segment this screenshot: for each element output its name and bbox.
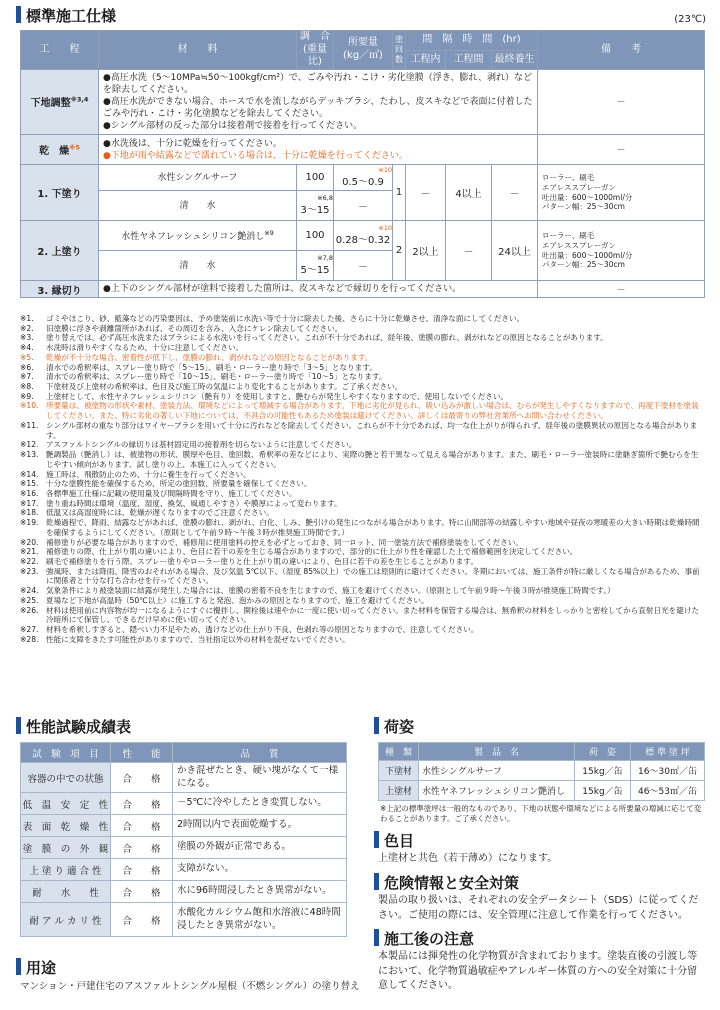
perf-item: 容器の中での状態 (21, 763, 111, 793)
perf-perf: 合 格 (111, 859, 173, 881)
pack-title: 荷姿 (374, 716, 414, 737)
footnote-item (20, 479, 704, 489)
under-material-2: 清 水 (99, 191, 297, 221)
footnote-key: ※6. (20, 362, 34, 372)
footnote-key: ※23. (20, 566, 39, 576)
perf-q: かき混ぜたとき、硬い塊がなくて一様になる。 (173, 763, 347, 793)
perf-q: 支障がない。 (173, 859, 347, 881)
footnote-text: 刷毛で補修塗りを行う際、スプレー塗りやローラー塗りと仕上がり肌の違いにより、色目に若干の差を生じることがあります。 (46, 556, 478, 566)
under-mix-2: ※6,8 3～15 (297, 191, 334, 221)
footnote-item (20, 596, 704, 606)
footnote-text: 夏場など下地が高温時（50℃以上）に施工すると発泡、泡かみの原因となりますので、施工を避けてください。 (46, 595, 429, 605)
footnote-text: アスファルトシングルの縁切りは基材固定用の接着剤を切らないように注意してください。 (46, 440, 357, 450)
head-mix: 調 合 (重量比) (297, 31, 334, 70)
footnote-item (20, 470, 704, 480)
footnote-item (20, 586, 704, 596)
perf-perf: 合 格 (111, 793, 173, 815)
footnote-item (20, 314, 704, 324)
top-material-2: 清 水 (99, 251, 297, 281)
footnote-text: 十分な塗膜性能を確保するため、所定の塗回数、所要量を確保してください。 (46, 479, 312, 489)
proc-prep: 下地調整$^{※3,4}$ (21, 69, 99, 135)
std-spec-title: 標準施工仕様 (16, 5, 116, 26)
footnote-item (20, 343, 704, 353)
footnote-text: 旧塗膜に浮きや剥離箇所があれば、その周辺を含み、入念にケレン除去してください。 (46, 323, 343, 333)
footnote-item (20, 635, 704, 645)
footnote-item (20, 538, 704, 548)
perf-perf: 合 格 (111, 763, 173, 793)
footnote-key: ※25. (20, 595, 39, 605)
head-int-final: 最終養生 (492, 51, 538, 69)
perf-item: 耐 水 性 (21, 881, 111, 903)
footnote-item (20, 353, 704, 363)
footnote-text: 材料は使用前に内容物が均一になるようにすぐに攪拌し、開栓後は速やかに一度に使い切ってください。また材料を保管する場合は、無希釈の材料をしっかりと密栓してから直射日光を避けた冷暗所にて保管し、できるだけ早めに使い切ってください。 (46, 605, 700, 625)
footnote-item (20, 421, 704, 440)
proc-edge: 3. 縁切り (21, 281, 99, 298)
footnote-text: 清水での希釈率は、スプレー塗り時で「5～15」、刷毛・ローラー塗り時で「3～5」となります。 (46, 362, 377, 372)
pack-pack: 15kg／缶 (575, 761, 631, 781)
footnote-text: 低温又は高湿度時には、乾燥が遅くなりますのでご注意ください。 (46, 508, 274, 518)
proc-under: 1. 下塗り (21, 165, 99, 221)
footnote-text: ゴミやほこり、砂、藍藻などの汚染要因は、予め塗装前に水洗い等で十分に除去した後、さらに十分に乾燥させ、清浄な面にしてください。 (46, 314, 525, 323)
under-need-2: － (334, 191, 393, 221)
footnote-item (20, 518, 704, 537)
footnote-text: 補修塗りが必要な場合がありますので、補修用に使用塗料の控えを必ずとっておき、同一ロット、同一塗装方法で補修塗装をしてください。 (46, 537, 523, 547)
footnote-item (20, 440, 704, 450)
perf-row (21, 837, 347, 859)
perf-row (21, 763, 347, 793)
perf-head-quality: 品 質 (173, 743, 347, 763)
under-int-final: － (492, 165, 538, 221)
under-need-1: ※10 0.5～0.9 (334, 165, 393, 191)
footnote-key: ※15. (20, 479, 39, 489)
pack-head-type: 種 類 (379, 743, 419, 761)
footnote-key: ※24. (20, 586, 39, 596)
head-material: 材 料 (99, 31, 297, 70)
footnote-item (20, 392, 704, 402)
perf-q: 塗膜の外観が正常である。 (173, 837, 347, 859)
footnote-key: ※9. (20, 391, 34, 401)
footnote-item (20, 499, 704, 509)
footnote-text: 上塗材として、水性ヤネフレッシュシリコン（艶有り）を使用しますと、艶むらが発生しやすくなりますので、使用しないでください。 (46, 391, 509, 401)
footnote-text: 水洗時は滑りやすくなるため、十分に注意してください。 (46, 343, 244, 353)
footnote-key: ※8. (20, 382, 34, 392)
pack-std: 16～30㎡／缶 (631, 761, 705, 781)
top-int-final: 24以上 (492, 221, 538, 281)
top-mix-2: ※7,8 5～15 (297, 251, 334, 281)
footnote-key: ※16. (20, 488, 39, 498)
top-mix-1: 100 (297, 221, 334, 251)
under-int-between: 4以上 (446, 165, 492, 221)
packaging-table (378, 742, 705, 801)
footnote-key: ※3. (20, 333, 34, 343)
footnote-text: 所要量は、被塗物の形状や素材、塗装方法、環境などによって増減する場合があります。下地に劣化が見られ、吸い込みが激しい場合は、むらが発生しやすくなりますので、再度下塗材を塗装してください。また、特に劣化の著しい下地については、不具合の可能性もあるため塗装は避けてください。詳しくは最寄りの弊社営業所へお問い合わせください。 (46, 401, 699, 421)
perf-row (21, 903, 347, 937)
footnote-text: 気象条件により被塗装面に結露が発生した場合には、塗膜の密着不良を生じますので、施工を避けてください。（原則として午前９時～午後３時が推奨施工時間です。） (46, 586, 615, 596)
footnote-item (20, 333, 704, 343)
footnote-item (20, 382, 704, 392)
footnote-text: 補修塗りの際、仕上がり肌の違いにより、色目に若干の差を生じる場合がありますので、部分的に仕上がり性を確認した上で補修範囲を決定してください。 (46, 547, 578, 557)
footnote-key: ※19. (20, 518, 39, 528)
temperature-note: (23℃) (674, 14, 706, 25)
hazard-title: 危険情報と安全対策 (374, 872, 519, 893)
footnote-item (20, 372, 704, 382)
dry-text: ●水洗後は、十分に乾燥を行ってください。 ●下地が雨や結露などで濡れている場合は、十分に乾燥を行ってください。 (99, 135, 538, 165)
footnote-item (20, 567, 704, 586)
top-int-between: － (446, 221, 492, 281)
footnote-key: ※11. (20, 420, 39, 430)
pack-head-product: 製 品 名 (419, 743, 575, 761)
perf-item: 上 塗 り 適 合 性 (21, 859, 111, 881)
pack-note: ※上記の標準塗坪は一般的なものであり、下地の状態や環境などによる所要量の増減に応じて変わることがあります。ご了承ください。 (380, 804, 702, 823)
footnote-text: 乾燥過程で、降雨、結露などがあれば、塗膜の膨れ、剥がれ、白化、しみ、艶引けの発生につながる場合があります。特に山間部等の結露しやすい地域や昼夜の寒暖差の大きい時期は乾燥時間を確保するようにしてください。（原則として午前９時～午後３時が推奨施工時間です。） (46, 518, 700, 537)
footnote-text: 材料を希釈しすぎると、隠ぺい力不足やため、透けなどの仕上がり不良、色剥れ等の原因となりますので、注意してください。 (46, 625, 479, 634)
footnote-text: 各標準施工仕様に記載の使用量及び間隔時間を守り、施工してください。 (46, 488, 297, 498)
footnote-key: ※14. (20, 469, 39, 479)
perf-q: 2時間以内で表面乾燥する。 (173, 815, 347, 837)
footnote-key: ※21. (20, 547, 39, 557)
pack-type: 下塗材 (379, 761, 419, 781)
perf-head-perf: 性 能 (111, 743, 173, 763)
color-title: 色目 (374, 830, 414, 851)
footnote-item (20, 606, 704, 625)
footnote-key: ※1. (20, 314, 34, 323)
footnote-text: シングル部材の重なり部分はワイヤーブラシを用いて十分に汚れなどを除去してください。これらが不十分であれば、均一な仕上がりが得られず、経年後の塗膜異状の原因となる場合があります。 (46, 420, 698, 440)
dry-remark: － (538, 135, 705, 165)
perf-item: 表 面 乾 燥 性 (21, 815, 111, 837)
footnote-key: ※12. (20, 440, 39, 450)
top-int-in: 2以上 (406, 221, 446, 281)
perf-q: 水酸化カルシウム飽和水溶液に48時間浸したとき異常がない。 (173, 903, 347, 937)
top-need-2: － (334, 251, 393, 281)
proc-top: 2. 上塗り (21, 221, 99, 281)
footnote-key: ※20. (20, 537, 39, 547)
footnote-key: ※4. (20, 343, 34, 353)
footnote-text: 下塗材及び上塗材の希釈率は、色目及び施工時の気温により変化することがあります。ご了承ください。 (46, 382, 403, 392)
after-title: 施工後の注意 (374, 928, 474, 949)
pack-head-pack: 荷 姿 (575, 743, 631, 761)
perf-head-item: 試 験 項 目 (21, 743, 111, 763)
perf-row (21, 793, 347, 815)
footnote-item (20, 363, 704, 373)
footnote-item (20, 547, 704, 557)
footnote-key: ※27. (20, 625, 39, 634)
footnote-key: ※18. (20, 508, 39, 518)
head-int-between: 工程間 (446, 51, 492, 69)
top-remark: ローラー、刷毛 エアレススプレーガン 吐出量：600～1000ml/分 パターン幅：25～30cm (538, 221, 705, 281)
head-need: 所要量 (kg／㎡) (334, 31, 393, 70)
footnote-key: ※13. (20, 450, 39, 460)
use-title: 用途 (16, 957, 56, 978)
proc-dry: 乾 燥$^{※5}$ (21, 135, 99, 165)
footnote-text: 塗り替えでは、必ず高圧水洗またはブラシによる水洗いを行ってください。これが不十分であれば、経年後、塗膜の膨れ、剥がれなどの原因となることがあります。 (46, 333, 608, 343)
perf-row (21, 859, 347, 881)
pack-product: 水性ヤネフレッシュシリコン艶消し (419, 781, 575, 801)
pack-pack: 15kg／缶 (575, 781, 631, 801)
pack-head-std: 標 準 塗 坪 (631, 743, 705, 761)
footnotes (20, 314, 704, 644)
top-need-1: ※10 0.28～0.32 (334, 221, 393, 251)
perf-perf: 合 格 (111, 881, 173, 903)
footnote-key: ※10. (20, 401, 39, 411)
prep-text: ●高圧水洗（5～10MPa≒50～100kgf/cm²）で、ごみや汚れ・こけ・劣化塗膜（浮き、膨れ、剥れ）などを除去してください。 ●高圧水洗ができない場合、ホースで水を流しながらデッキブラシ、たわし、皮スキなどで表面に付着したごみや汚れ・こけ・劣化塗膜などを除去してください。 ●シングル部材の反った部分は接着剤で接着を行ってください。 (99, 69, 538, 135)
pack-product: 水性シングルサーフ (419, 761, 575, 781)
footnote-item (20, 401, 704, 420)
head-process: 工 程 (21, 31, 99, 70)
perf-row (21, 815, 347, 837)
perf-q: －5℃に冷やしたとき変質しない。 (173, 793, 347, 815)
footnote-key: ※22. (20, 556, 39, 566)
head-coats: 塗回数 (393, 31, 406, 70)
footnote-key: ※7. (20, 372, 34, 382)
footnote-key: ※5. (20, 352, 34, 362)
edge-text: ●上下のシングル部材が塗料で接着した箇所は、皮スキなどで縁切りを行ってください。 (99, 281, 538, 298)
head-interval: 間 隔 時 間 (hr) (406, 31, 538, 51)
pack-type: 上塗材 (379, 781, 419, 801)
under-remark: ローラー、刷毛 エアレススプレーガン 吐出量：600～1000ml/分 パターン幅：25～30cm (538, 165, 705, 221)
perf-item: 塗 膜 の 外 観 (21, 837, 111, 859)
perf-q: 水に96時間浸したとき異常がない。 (173, 881, 347, 903)
color-text: 上塗材と共色（若干薄め）になります。 (378, 853, 558, 864)
footnote-item (20, 324, 704, 334)
footnote-text: 性能に支障をきたす可能性がありますので、当社指定以外の材料を混ぜないでください。 (46, 634, 350, 644)
footnote-text: 塗り重ね時間は環境（温度、湿度、換気、風通しやすさ）や膜厚によって変わります。 (46, 498, 342, 508)
footnote-text: 艶調製品（艶消し）は、被塗物の形状、膜厚や色目、塗回数、希釈率の差などにより、実際の艶と若干異なって見える場合があります。また、刷毛・ローラー塗装時に塗継ぎ箇所で艶むらを生じやすい傾向があります。試し塗りの上、本施工に入ってください。 (46, 450, 699, 469)
pack-row (379, 761, 705, 781)
under-mix-1: 100 (297, 165, 334, 191)
footnote-item (20, 489, 704, 499)
footnote-key: ※17. (20, 498, 39, 508)
under-int-in: － (406, 165, 446, 221)
standard-spec-table (20, 30, 705, 298)
footnote-item (20, 508, 704, 518)
footnote-item (20, 450, 704, 469)
use-text: マンション・戸建住宅のアスファルトシングル屋根（不燃シングル）の塗り替え (20, 981, 360, 992)
perf-perf: 合 格 (111, 815, 173, 837)
footnote-text: 施工時は、飛散防止のため、十分に養生を行ってください。 (46, 469, 251, 479)
footnote-text: 清水での希釈率は、スプレー塗り時で「10～15」、刷毛・ローラー塗り時で「10～5」となります。 (46, 372, 387, 382)
footnote-text: 強風時、または降雨、降雪のおそれがある場合、及び気温 5℃以下、（湿度 85%以上）での施工は原則的に避けてください。冬期においては、施工条件が特に厳しくなる場合があるため、事前に関係者と十分な打ち合わせを行ってください。 (46, 566, 700, 586)
head-remarks: 備 考 (538, 31, 705, 70)
footnote-text: 乾燥が不十分な場合、密着性が低下し、塗膜の膨れ、剥がれなどの原因となることがあります。 (46, 352, 373, 362)
perf-title: 性能試験成績表 (16, 716, 131, 737)
head-int-in: 工程内 (406, 51, 446, 69)
perf-row (21, 881, 347, 903)
pack-std: 46～53㎡／缶 (631, 781, 705, 801)
footnote-key: ※26. (20, 605, 39, 615)
performance-table (20, 742, 347, 937)
edge-remark: － (538, 281, 705, 298)
top-coats: 2 (393, 221, 406, 281)
footnote-key: ※2. (20, 323, 34, 333)
footnote-key: ※28. (20, 634, 39, 644)
top-material-1: 水性ヤネフレッシュシリコン艶消し$^{※9}$ (99, 221, 297, 251)
perf-item: 耐 ア ル カ リ 性 (21, 903, 111, 937)
perf-perf: 合 格 (111, 903, 173, 937)
perf-perf: 合 格 (111, 837, 173, 859)
hazard-text: 製品の取り扱いは、それぞれの安全データシート（SDS）に従ってください。ご使用の際には、安全管理に注意して作業を行ってください。 (378, 895, 699, 921)
under-coats: 1 (393, 165, 406, 221)
footnote-item (20, 625, 704, 635)
footnote-item (20, 557, 704, 567)
pack-row (379, 781, 705, 801)
perf-item: 低 温 安 定 性 (21, 793, 111, 815)
after-text: 本製品には揮発性の化学物質が含まれております。塗装直後の引渡し等において、化学物質過敏症やアレルギー体質の方への安全対策に十分留意してください。 (378, 951, 698, 991)
prep-remark: － (538, 69, 705, 135)
under-material-1: 水性シングルサーフ (99, 165, 297, 191)
